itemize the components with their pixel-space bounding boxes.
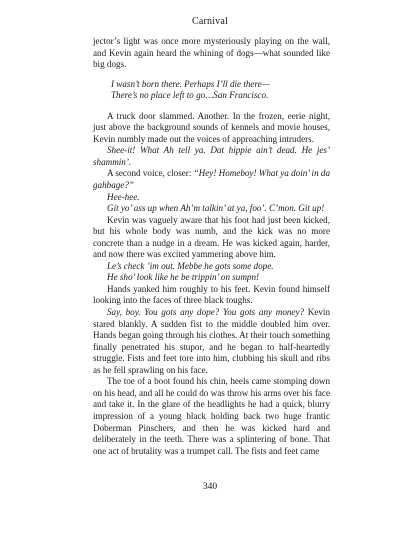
body-text bbox=[93, 36, 330, 457]
paragraph-rest: Kevin stared blankly. A sudden fist to the middle doubled him over. Hands began going through his clothes. At their touch something finally penetrated his stupor, and he began to half-heartedly struggle. Fists and feet tore into him, clubbing his skull and ribs as he fell sprawling on his face. bbox=[93, 307, 330, 375]
paragraph: The toe of a boot found his chin, heels came stomping down on his head, and all he could do was throw his arms over his face and take it. In the glare of the headlights he had a quick, blurry impression of a young black holding back two huge frantic Doberman Pinschers, and then he was kicked hard and deliberately in the teeth. There was a splintering of bone. That one act of brutality was a trumpet call. The fists and feet came bbox=[93, 376, 330, 456]
dialogue-line: Hee-hee. bbox=[107, 191, 140, 202]
verse-line: There’s no place left to go…San Francisco. bbox=[111, 90, 269, 101]
dialogue-line: Shee-it! What Ah tell ya. Dat hippie ain’t dead. He jes’ shammin’. bbox=[93, 145, 330, 167]
paragraph: A truck door slammed. Another. In the frozen, eerie night, just above the background sounds of kennels and movie houses, Kevin numbly made out the voices of approaching intruders. bbox=[93, 110, 330, 144]
verse-line: I wasn’t born there. Perhaps I’ll die there— bbox=[111, 78, 270, 89]
paragraph: jector’s light was once more mysteriously playing on the wall, and Kevin again heard the whining of dogs—what sounded like big dogs. bbox=[93, 36, 330, 70]
running-head: Carnival bbox=[191, 16, 229, 27]
dialogue-line: Git yo’ ass up when Ah’m talkin’ at ya, foo’. C’mon. Git up! bbox=[107, 203, 325, 214]
paragraph: Kevin was vaguely aware that his foot had just been kicked, but his whole body was numb, and the kick was no more concrete than a nudge in a dream. He was kicked again, harder, and now there was excited yammering above him. bbox=[93, 214, 330, 260]
page-number: 340 bbox=[202, 482, 218, 492]
verse-quote bbox=[111, 79, 330, 102]
dialogue-lead: A second voice, closer: bbox=[107, 168, 194, 179]
dialogue-speech: Say, boy. You gots any dope? You gots any money? bbox=[107, 307, 305, 318]
dialogue-line: Le’s check ’im out. Mebbe he gots some dope. bbox=[107, 260, 274, 271]
dialogue-line bbox=[93, 168, 330, 191]
dialogue-speech: “Hey! Homeboy! What ya doin’ in da gahbage?” bbox=[93, 168, 330, 191]
paragraph: Hands yanked him roughly to his feet. Kevin found himself looking into the faces of three black toughs. bbox=[93, 283, 330, 306]
dialogue-line: He sho’ look like he be trippin’ on sumpn! bbox=[107, 272, 260, 283]
paragraph bbox=[93, 307, 330, 376]
